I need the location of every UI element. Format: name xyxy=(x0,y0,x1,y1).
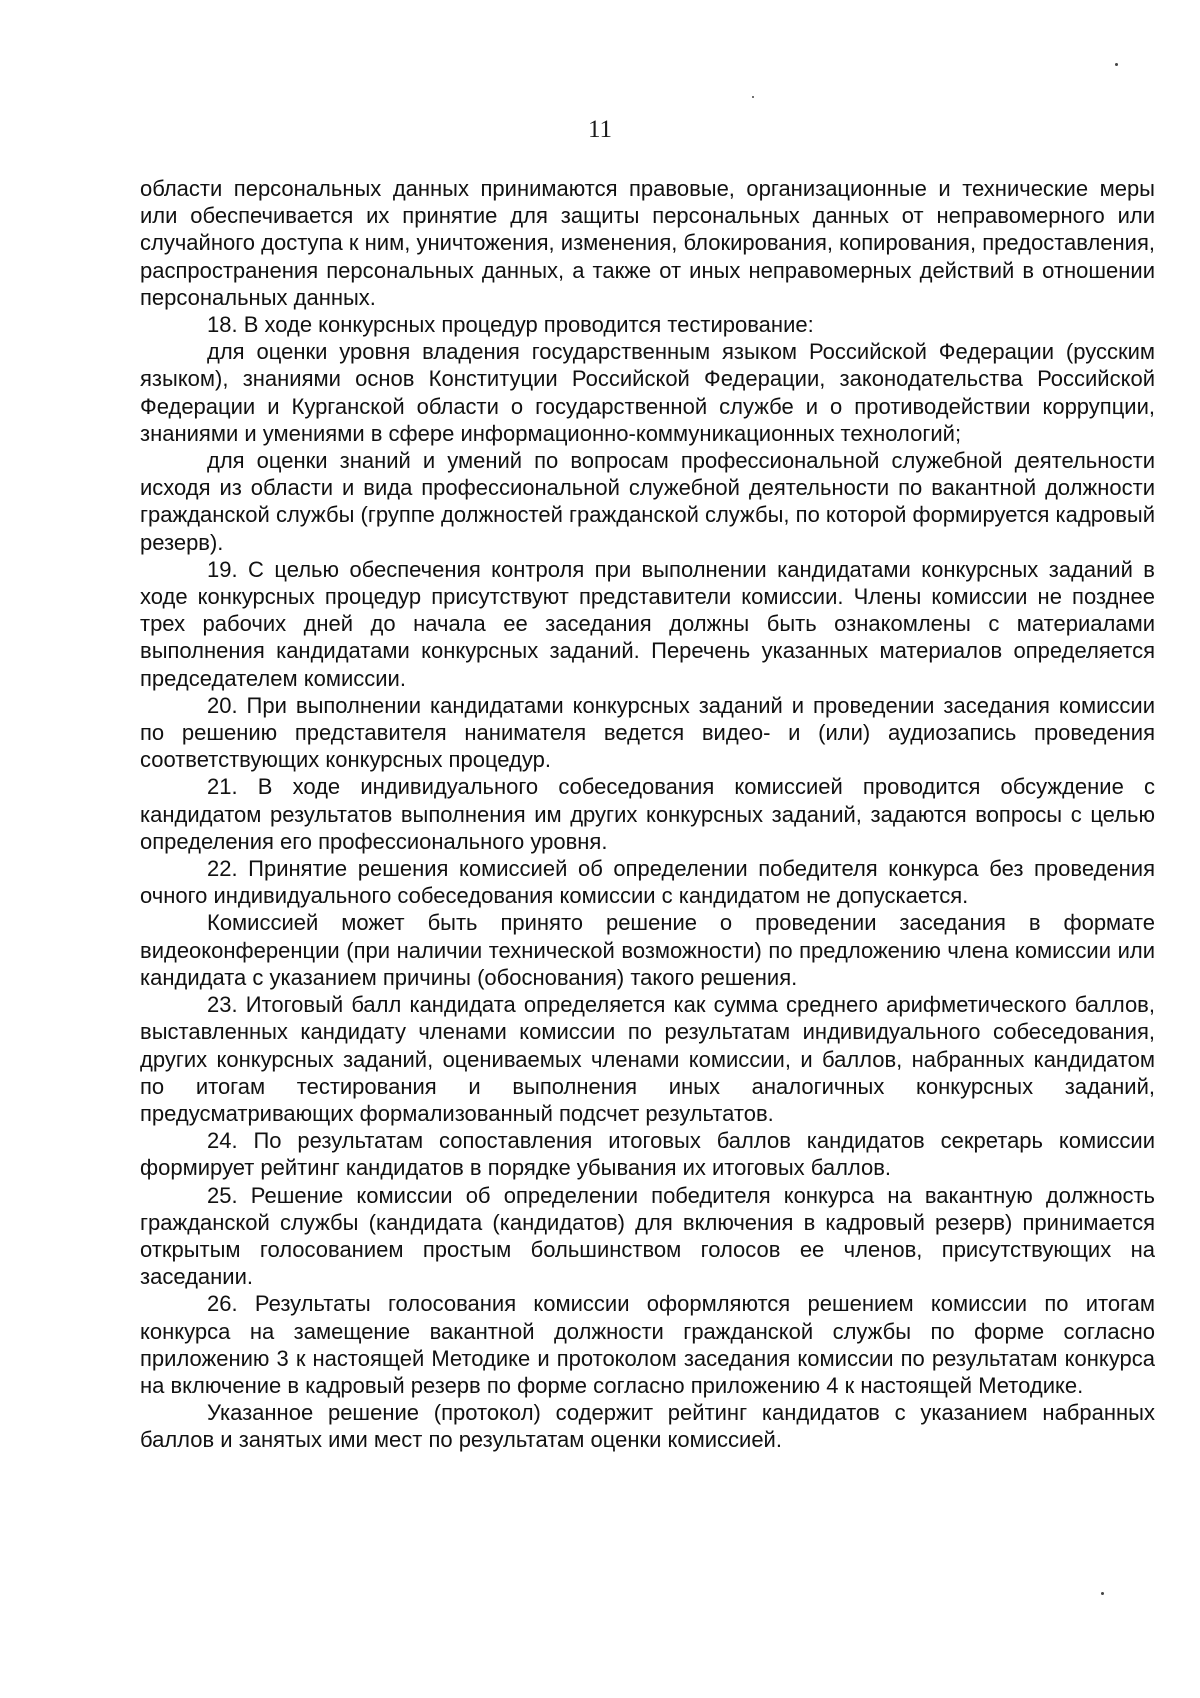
paragraph-continuation: области персональных данных принимаются правовые, организационные и технические меры или обеспечивается их принятие для защиты персональных данных от неправомерного или случайного доступа к ним, уничтожения, изменения, блокирования, копирования, предоставления, распространения персональных данных, а также от иных неправомерных действий в отношении персональных данных. xyxy=(140,176,1155,310)
scan-speck xyxy=(1115,63,1118,66)
paragraph-item-20: 20. При выполнении кандидатами конкурсных заданий и проведении заседания комиссии по решению представителя нанимателя ведется видео- и (или) аудиозапись проведения соответствующих конкурсных процедур. xyxy=(140,692,1155,773)
scan-speck xyxy=(1101,1592,1104,1595)
paragraph-item-18: 18. В ходе конкурсных процедур проводится тестирование: xyxy=(207,312,814,338)
paragraph-item-24: 24. По результатам сопоставления итоговых баллов кандидатов секретарь комиссии формирует рейтинг кандидатов в порядке убывания их итоговых баллов. xyxy=(140,1128,1155,1181)
paragraph-item-22-videoconference: Комиссией может быть принято решение о проведении заседания в формате видеоконференции (при наличии технической возможности) по предложению члена комиссии или кандидата с указанием причины (обоснования) такого решения. xyxy=(140,910,1155,990)
paragraph-item-23: 23. Итоговый балл кандидата определяется как сумма среднего арифметического баллов, выставленных кандидату членами комиссии по результатам индивидуального собеседования, других конкурсных заданий, оцениваемых членами комиссии, и баллов, набранных кандидатом по итогам тестирования и выполнения иных аналогичных конкурсных заданий, предусматривающих формализованный подсчет результатов. xyxy=(140,992,1155,1126)
paragraph-item-19: 19. С целью обеспечения контроля при выполнении кандидатами конкурсных заданий в ходе конкурсных процедур присутствуют представители комиссии. Члены комиссии не позднее трех рабочих дней до начала ее заседания должны быть ознакомлены с материалами выполнения кандидатами конкурсных заданий. Перечень указанных материалов определяется председателем комиссии. xyxy=(140,556,1155,691)
paragraph-item-21: 21. В ходе индивидуального собеседования комиссией проводится обсуждение с кандидатом результатов выполнения им других конкурсных заданий, задаются вопросы с целью определения его профессионального уровня. xyxy=(140,774,1155,854)
paragraph-item-26: 26. Результаты голосования комиссии оформляются решением комиссии по итогам конкурса на замещение вакантной должности гражданской службы по форме согласно приложению 3 к настоящей Методике и протоколом заседания комиссии по результатам конкурса на включение в кадровый резерв по форме согласно приложению 4 к настоящей Методике. xyxy=(140,1291,1155,1398)
paragraph-item-26-decision: Указанное решение (протокол) содержит рейтинг кандидатов с указанием набранных баллов и занятых ими мест по результатам оценки комиссией. xyxy=(140,1400,1155,1453)
paragraph-item-18-professional-test: для оценки знаний и умений по вопросам профессиональной служебной деятельности исходя из области и вида профессиональной служебной деятельности по вакантной должности гражданской службы (группе должностей гражданской службы, по которой формируется кадровый резерв). xyxy=(140,448,1155,555)
paragraph-item-22: 22. Принятие решения комиссией об определении победителя конкурса без проведения очного индивидуального собеседования комиссии с кандидатом не допускается. xyxy=(140,856,1155,909)
scan-speck xyxy=(752,96,754,98)
document-body xyxy=(140,175,1155,1454)
page-number: 11 xyxy=(587,116,613,143)
paragraph-item-18-language-test: для оценки уровня владения государственным языком Российской Федерации (русским языком), знаниями основ Конституции Российской Федерации, законодательства Российской Федерации и Курганской области о государственной службе и о противодействии коррупции, знаниями и умениями в сфере информационно-коммуникационных технологий; xyxy=(140,339,1155,446)
paragraph-item-25: 25. Решение комиссии об определении победителя конкурса на вакантную должность гражданской службы (кандидата (кандидатов) для включения в кадровый резерв) принимается открытым голосованием простым большинством голосов ее членов, присутствующих на заседании. xyxy=(140,1182,1155,1290)
